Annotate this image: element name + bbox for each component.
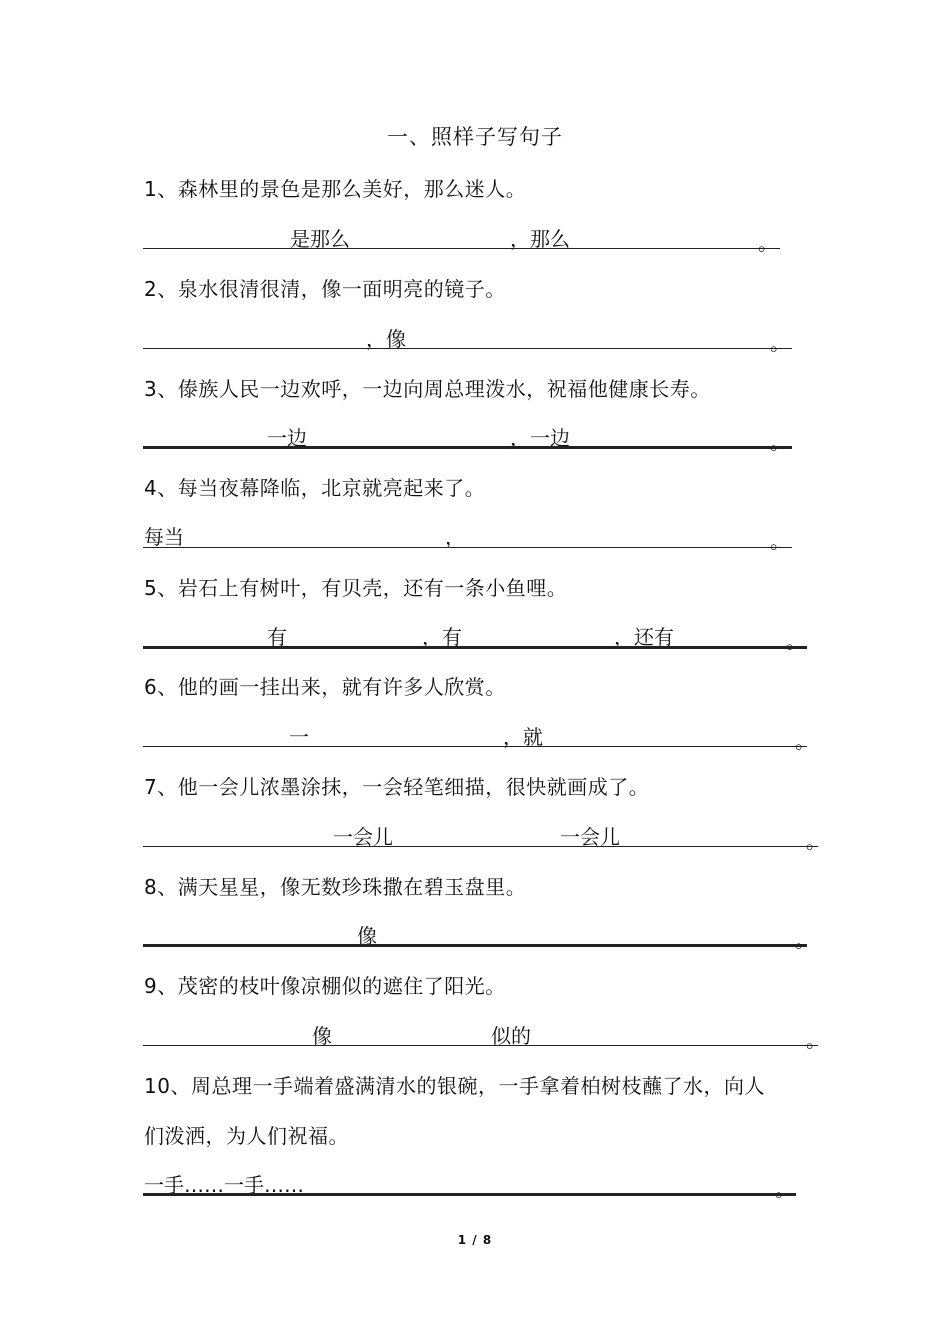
- q7-period: 。: [806, 829, 826, 853]
- q1-fragment-2: ，那么: [510, 227, 570, 251]
- q6-answer-line[interactable]: [143, 746, 807, 747]
- page-number: 1 / 8: [457, 1233, 493, 1247]
- q3-period: 。: [770, 430, 790, 454]
- q4-answer-line[interactable]: [143, 547, 792, 548]
- q6-period: 。: [795, 729, 815, 753]
- q8-answer-line[interactable]: [143, 944, 807, 947]
- q10-period: 。: [775, 1177, 795, 1201]
- q6-fragment-2: ，就: [503, 725, 543, 749]
- q1-period: 。: [758, 231, 778, 255]
- q2-fragment-1: ，像: [366, 327, 406, 351]
- q9-answer-line[interactable]: [143, 1045, 818, 1046]
- q4-fragment-2: ，: [445, 525, 465, 549]
- question-3: 3、傣族人民一边欢呼，一边向周总理泼水，祝福他健康长寿。: [144, 377, 711, 401]
- question-10-line2: 们泼洒，为人们祝福。: [144, 1124, 349, 1148]
- question-6: 6、他的画一挂出来，就有许多人欣赏。: [144, 675, 506, 699]
- q7-answer-line[interactable]: [143, 846, 818, 847]
- q4-fragment-1: 每当: [144, 525, 184, 549]
- q5-fragment-1: 有: [267, 625, 287, 649]
- q5-answer-line[interactable]: [143, 646, 807, 649]
- q4-period: 。: [770, 529, 790, 553]
- q9-period: 。: [806, 1028, 826, 1052]
- q9-fragment-2: 似的: [491, 1024, 531, 1048]
- question-9: 9、茂密的枝叶像凉棚似的遮住了阳光。: [144, 974, 506, 998]
- q10-answer-line[interactable]: [143, 1193, 796, 1196]
- q8-period: 。: [795, 928, 815, 952]
- question-8: 8、满天星星，像无数珍珠撒在碧玉盘里。: [144, 875, 527, 899]
- question-1: 1、森林里的景色是那么美好，那么迷人。: [144, 177, 527, 201]
- question-7: 7、他一会儿浓墨涂抹，一会轻笔细描，很快就画成了。: [144, 775, 650, 799]
- q3-answer-line[interactable]: [143, 446, 792, 449]
- q3-fragment-2: ，一边: [510, 426, 570, 450]
- q8-fragment-1: 像: [357, 924, 377, 948]
- q1-fragment-1: 是那么: [290, 227, 350, 251]
- question-10-line1: 10、周总理一手端着盛满清水的银碗，一手拿着柏树枝蘸了水，向人: [144, 1074, 765, 1098]
- question-4: 4、每当夜幕降临，北京就亮起来了。: [144, 476, 486, 500]
- q5-fragment-2: ，有: [422, 625, 462, 649]
- q5-period: 。: [786, 629, 806, 653]
- q1-answer-line[interactable]: [143, 248, 780, 249]
- question-2: 2、泉水很清很清，像一面明亮的镜子。: [144, 277, 506, 301]
- q2-answer-line[interactable]: [143, 348, 792, 349]
- q7-fragment-1: 一会儿: [333, 825, 393, 849]
- q3-fragment-1: 一边: [267, 426, 307, 450]
- q7-fragment-2: 一会儿: [560, 825, 620, 849]
- q10-fragment-1: 一手……一手……: [144, 1173, 304, 1197]
- q2-period: 。: [770, 331, 790, 355]
- q6-fragment-1: 一: [289, 725, 309, 749]
- q5-fragment-3: ，还有: [614, 625, 674, 649]
- section-title: 一、照样子写句子: [387, 125, 563, 149]
- question-5: 5、岩石上有树叶，有贝壳，还有一条小鱼哩。: [144, 576, 568, 600]
- q9-fragment-1: 像: [312, 1024, 332, 1048]
